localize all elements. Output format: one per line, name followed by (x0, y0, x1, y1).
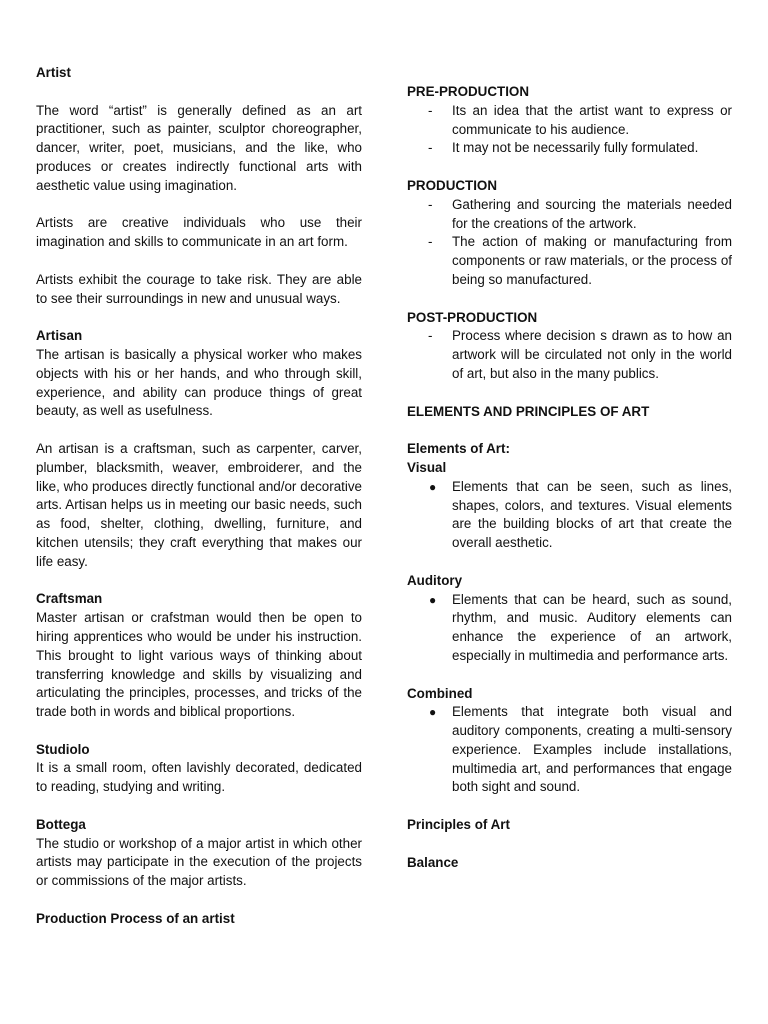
postproduction-heading: POST-PRODUCTION (407, 309, 538, 325)
right-column (407, 83, 732, 872)
auditory-list (407, 591, 732, 666)
artisan-paragraph-2: An artisan is a craftsman, such as carpenter, carver, plumber, blacksmith, weaver, embroiderer, and the like, who produces directly functional and/or decorative arts. Artisan helps us in meeting our basic needs, such as food, shelter, clothing, dwelling, furniture, and kitchen utensils; they craft everything that makes our life easy. (36, 440, 362, 569)
studiolo-heading: Studiolo (36, 741, 90, 757)
list-item: ● Elements that can be seen, such as lines, shapes, colors, and textures. Visual elements are the building blocks of art that create the overall aesthetic. (429, 478, 732, 551)
combined-heading: Combined (407, 685, 473, 701)
postproduction-list (407, 327, 732, 383)
dash-marker: - (428, 102, 433, 118)
bullet-marker: ● (429, 479, 437, 494)
list-item: - The action of making or manufacturing from components or raw materials, or the process of being so manufactured. (428, 234, 732, 287)
preproduction-heading: PRE-PRODUCTION (407, 84, 530, 99)
dash-marker: - (428, 234, 433, 250)
artisan-heading: Artisan (36, 328, 83, 344)
bullet-marker: ● (429, 592, 437, 607)
artist-paragraph-2: Artists are creative individuals who use their imagination and skills to communicate in an art form. (36, 215, 362, 250)
bottega-paragraph: The studio or workshop of a major artist in which other artists may participate in the execution of the projects or commissions of the major artists. (36, 835, 362, 889)
production-list (407, 196, 732, 290)
craftsman-paragraph: Master artisan or crafstman would then be open to hiring apprentices who would be under his instruction. This brought to light various ways of thinking about transferring knowledge and skills by visualizing and articulating the principles, processes, and tricks of the trade both in words and biblical proportions. (36, 610, 362, 720)
production-heading: PRODUCTION (407, 177, 498, 193)
list-item: - Its an idea that the artist want to express or communicate to his audience. (428, 102, 732, 137)
left-column (36, 64, 362, 929)
elements-principles-heading: ELEMENTS AND PRINCIPLES OF ART (407, 403, 650, 419)
craftsman-heading: Craftsman (36, 591, 103, 607)
dash-marker: - (428, 328, 433, 344)
visual-list (407, 478, 732, 553)
artist-paragraph-3: Artists exhibit the courage to take risk. They are able to see their surroundings in new and unusual ways. (36, 271, 362, 306)
dash-marker: - (428, 196, 433, 212)
artist-paragraph-1: The word “artist” is generally defined as an art practitioner, such as painter, sculptor choreographer, dancer, writer, poet, musicians, and the like, who produces or creates indirectly functional arts with aesthetic value using imagination. (36, 102, 362, 193)
list-item: - It may not be necessarily fully formulated. (407, 139, 732, 158)
bottega-heading: Bottega (36, 816, 86, 832)
elements-of-art-heading: Elements of Art: (407, 441, 510, 457)
list-item: - Gathering and sourcing the materials needed for the creations of the artwork. (428, 196, 732, 231)
combined-list (407, 703, 732, 797)
artisan-paragraph-1: The artisan is basically a physical worker who makes objects with his or her hands, and who through skill, experience, and ability can produce things of great beauty, as well as usefulness. (36, 346, 362, 419)
list-item: ● Elements that can be heard, such as sound, rhythm, and music. Auditory elements can enhance the experience of an artwork, especially in multimedia and performance arts. (429, 591, 732, 663)
list-item: - Process where decision s drawn as to how an artwork will be circulated not only in the world of art, but also in the many publics. (428, 328, 732, 381)
artist-heading: Artist (36, 65, 71, 80)
dash-marker: - (428, 140, 433, 156)
list-item: ● Elements that integrate both visual and auditory components, creating a multi-sensory experience. Examples include installations, multimedia art, and performances that engage both sight and sound. (429, 704, 732, 795)
visual-heading: Visual (407, 459, 447, 475)
balance-heading: Balance (407, 854, 459, 870)
principles-of-art-heading: Principles of Art (407, 817, 510, 833)
auditory-heading: Auditory (407, 572, 463, 588)
preproduction-list (407, 102, 732, 158)
bullet-marker: ● (429, 705, 437, 720)
studiolo-paragraph: It is a small room, often lavishly decorated, dedicated to reading, studying and writing. (36, 760, 362, 795)
production-process-heading: Production Process of an artist (36, 910, 235, 926)
